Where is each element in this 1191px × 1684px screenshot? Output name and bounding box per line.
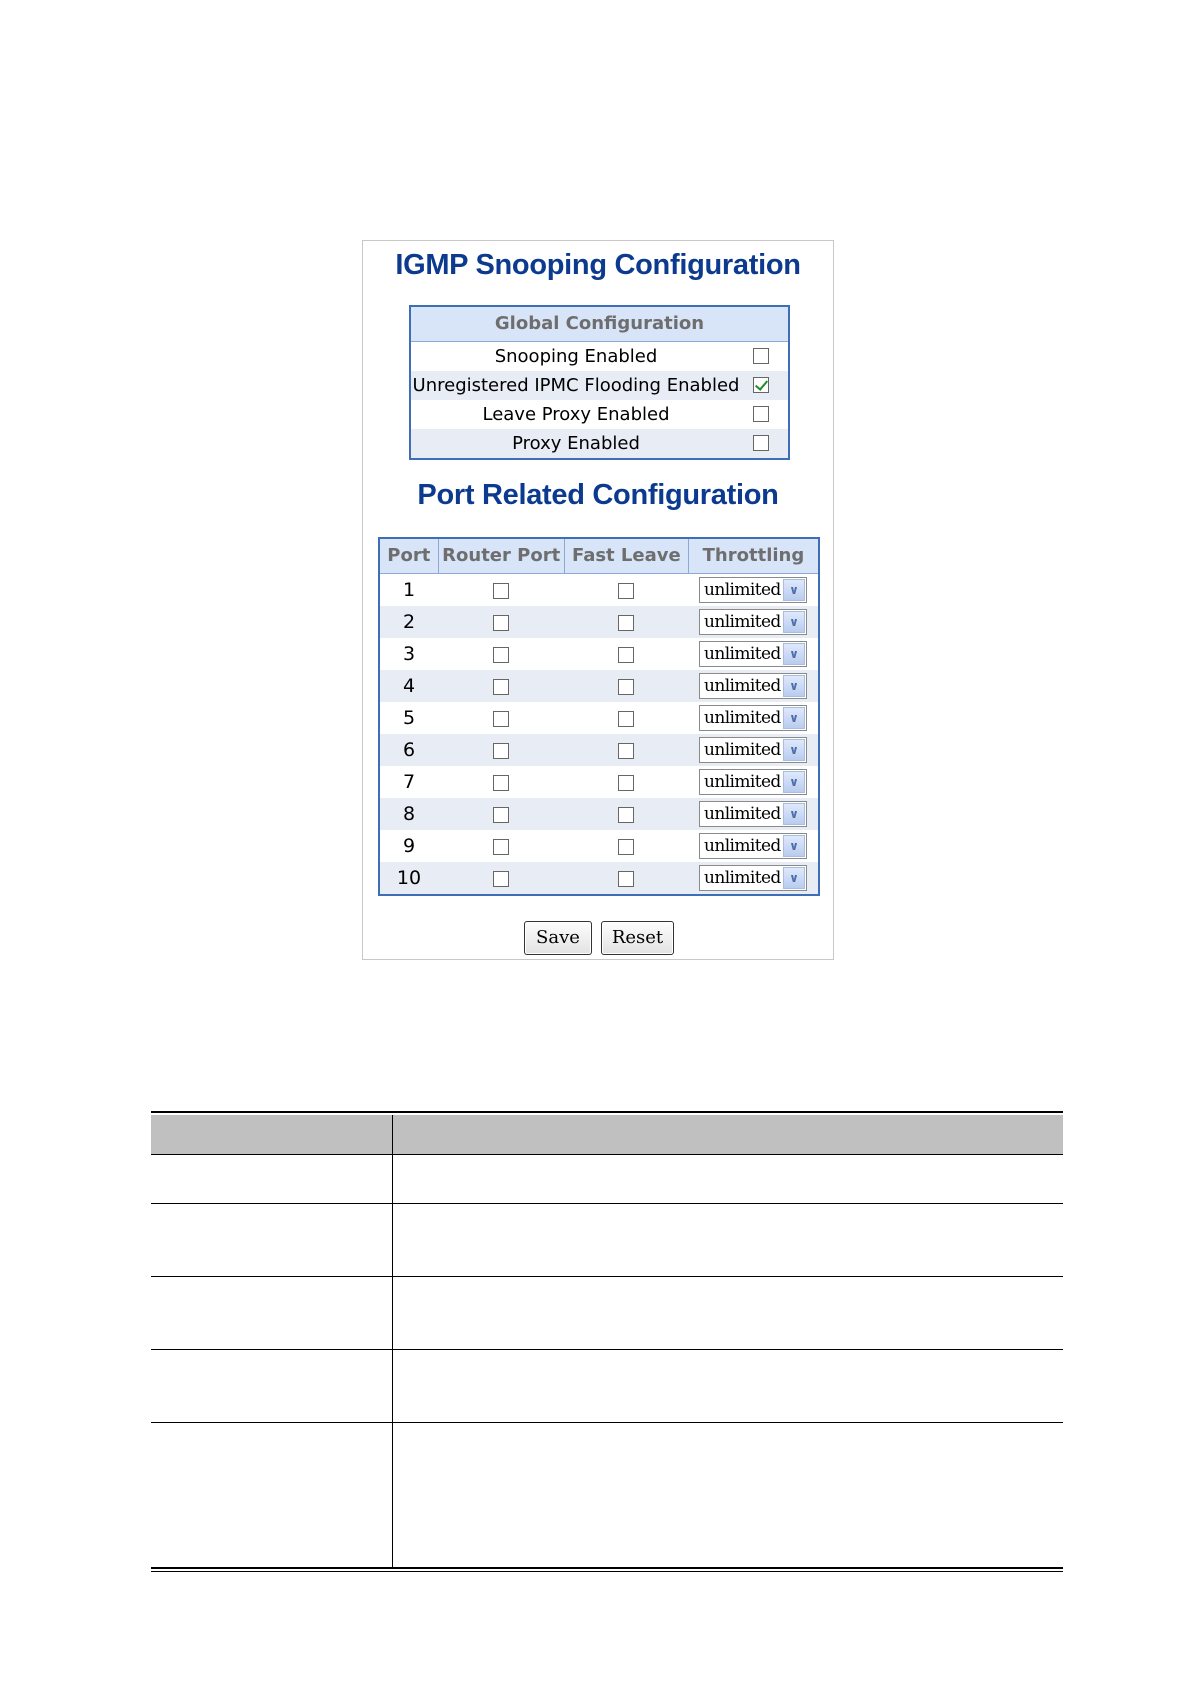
throttling-value: unlimited xyxy=(704,708,781,728)
router-port-cell xyxy=(438,869,564,888)
router-port-cell xyxy=(438,805,564,824)
column-header-port: Port xyxy=(380,539,439,573)
column-header-router-port: Router Port xyxy=(439,539,565,573)
unregistered-ipmc-flooding-checkbox[interactable] xyxy=(753,377,769,393)
chevron-down-icon[interactable]: ∨ xyxy=(783,771,805,793)
fast-leave-checkbox[interactable] xyxy=(618,839,634,855)
global-row-label: Snooping Enabled xyxy=(494,346,658,367)
global-row-label: Leave Proxy Enabled xyxy=(482,404,670,425)
table-cell xyxy=(393,1423,1063,1567)
table-row xyxy=(151,1422,1063,1567)
router-port-checkbox[interactable] xyxy=(493,583,509,599)
chevron-down-icon[interactable]: ∨ xyxy=(783,867,805,889)
fast-leave-cell xyxy=(564,805,688,824)
router-port-cell xyxy=(438,741,564,760)
throttling-cell xyxy=(688,833,818,859)
throttling-value: unlimited xyxy=(704,612,781,632)
throttling-cell xyxy=(688,577,818,603)
port-number: 10 xyxy=(396,867,422,889)
fast-leave-checkbox[interactable] xyxy=(618,775,634,791)
table-cell xyxy=(393,1350,1063,1422)
throttling-select[interactable] xyxy=(699,833,807,859)
port-row xyxy=(380,670,818,702)
port-table-header xyxy=(380,539,818,574)
port-number: 6 xyxy=(402,739,416,761)
fast-leave-cell xyxy=(564,709,688,728)
router-port-checkbox[interactable] xyxy=(493,839,509,855)
port-number: 5 xyxy=(402,707,416,729)
leave-proxy-enabled-checkbox[interactable] xyxy=(753,406,769,422)
throttling-value: unlimited xyxy=(704,740,781,760)
header-cell-object xyxy=(151,1115,393,1154)
fast-leave-checkbox[interactable] xyxy=(618,647,634,663)
global-configuration-table xyxy=(409,305,790,460)
fast-leave-cell xyxy=(564,773,688,792)
fast-leave-checkbox[interactable] xyxy=(618,807,634,823)
throttling-select[interactable] xyxy=(699,705,807,731)
throttling-cell xyxy=(688,865,818,891)
column-header-throttling: Throttling xyxy=(702,545,805,566)
igmp-snooping-panel xyxy=(362,240,834,960)
port-number: 7 xyxy=(402,771,416,793)
port-number: 9 xyxy=(402,835,416,857)
chevron-down-icon[interactable]: ∨ xyxy=(783,643,805,665)
port-row xyxy=(380,702,818,734)
global-configuration-header: Global Configuration xyxy=(411,307,788,342)
throttling-cell xyxy=(688,801,818,827)
port-row xyxy=(380,862,818,894)
fast-leave-cell xyxy=(564,869,688,888)
port-table-body xyxy=(380,574,818,894)
chevron-down-icon[interactable]: ∨ xyxy=(783,611,805,633)
fast-leave-checkbox[interactable] xyxy=(618,871,634,887)
throttling-select[interactable] xyxy=(699,673,807,699)
table-cell xyxy=(393,1155,1063,1203)
router-port-checkbox[interactable] xyxy=(493,775,509,791)
description-table-header xyxy=(151,1115,1063,1154)
router-port-cell xyxy=(438,709,564,728)
throttling-select[interactable] xyxy=(699,865,807,891)
table-cell xyxy=(393,1277,1063,1349)
chevron-down-icon[interactable]: ∨ xyxy=(783,803,805,825)
throttling-value: unlimited xyxy=(704,772,781,792)
router-port-checkbox[interactable] xyxy=(493,711,509,727)
reset-button[interactable]: Reset xyxy=(601,921,674,955)
port-row xyxy=(380,574,818,606)
table-top-rule xyxy=(151,1111,1063,1113)
global-row-label: Unregistered IPMC Flooding Enabled xyxy=(412,375,740,396)
router-port-cell xyxy=(438,645,564,664)
router-port-cell xyxy=(438,581,564,600)
throttling-value: unlimited xyxy=(704,580,781,600)
throttling-select[interactable] xyxy=(699,801,807,827)
global-row-label: Proxy Enabled xyxy=(512,433,640,454)
port-row xyxy=(380,638,818,670)
page-title: IGMP Snooping Configuration xyxy=(395,249,801,281)
description-table xyxy=(151,1111,1063,1572)
table-cell xyxy=(151,1277,393,1349)
global-row-snooping-enabled xyxy=(411,342,788,371)
header-cell-description xyxy=(393,1115,1063,1154)
chevron-down-icon[interactable]: ∨ xyxy=(783,579,805,601)
table-row xyxy=(151,1203,1063,1276)
router-port-checkbox[interactable] xyxy=(493,871,509,887)
port-number: 3 xyxy=(402,643,416,665)
router-port-cell xyxy=(438,837,564,856)
port-number: 8 xyxy=(402,803,416,825)
throttling-value: unlimited xyxy=(704,804,781,824)
router-port-checkbox[interactable] xyxy=(493,743,509,759)
fast-leave-cell xyxy=(564,677,688,696)
fast-leave-cell xyxy=(564,645,688,664)
router-port-cell xyxy=(438,677,564,696)
throttling-cell xyxy=(688,737,818,763)
throttling-select[interactable] xyxy=(699,641,807,667)
global-row-unregistered-ipmc-flooding xyxy=(411,371,788,400)
throttling-value: unlimited xyxy=(704,676,781,696)
router-port-cell xyxy=(438,773,564,792)
port-config-title: Port Related Configuration xyxy=(417,479,779,511)
throttling-value: unlimited xyxy=(704,836,781,856)
throttling-select[interactable] xyxy=(699,609,807,635)
throttling-cell xyxy=(688,641,818,667)
table-cell xyxy=(151,1155,393,1203)
port-row xyxy=(380,766,818,798)
chevron-down-icon[interactable]: ∨ xyxy=(783,707,805,729)
table-bottom-rule-thin xyxy=(151,1571,1063,1572)
table-cell xyxy=(151,1204,393,1276)
port-row xyxy=(380,734,818,766)
port-number: 2 xyxy=(402,611,416,633)
port-row xyxy=(380,798,818,830)
throttling-value: unlimited xyxy=(704,644,781,664)
fast-leave-cell xyxy=(564,581,688,600)
fast-leave-cell xyxy=(564,837,688,856)
router-port-checkbox[interactable] xyxy=(493,679,509,695)
port-configuration-table xyxy=(378,537,820,896)
port-number: 1 xyxy=(402,579,416,601)
table-cell xyxy=(151,1423,393,1567)
throttling-cell xyxy=(688,609,818,635)
fast-leave-checkbox[interactable] xyxy=(618,583,634,599)
port-number: 4 xyxy=(402,675,416,697)
table-cell xyxy=(393,1204,1063,1276)
port-row xyxy=(380,830,818,862)
throttling-select[interactable] xyxy=(699,577,807,603)
chevron-down-icon[interactable]: ∨ xyxy=(783,675,805,697)
throttling-select[interactable] xyxy=(699,737,807,763)
fast-leave-checkbox[interactable] xyxy=(618,679,634,695)
column-header-fast-leave: Fast Leave xyxy=(565,539,689,573)
global-row-leave-proxy-enabled xyxy=(411,400,788,429)
port-row xyxy=(380,606,818,638)
throttling-value: unlimited xyxy=(704,868,781,888)
table-row xyxy=(151,1349,1063,1422)
fast-leave-cell xyxy=(564,741,688,760)
router-port-cell xyxy=(438,613,564,632)
save-button[interactable]: Save xyxy=(524,921,592,955)
fast-leave-cell xyxy=(564,613,688,632)
throttling-cell xyxy=(688,673,818,699)
router-port-checkbox[interactable] xyxy=(493,615,509,631)
chevron-down-icon[interactable]: ∨ xyxy=(783,835,805,857)
table-cell xyxy=(151,1350,393,1422)
router-port-checkbox[interactable] xyxy=(493,647,509,663)
fast-leave-checkbox[interactable] xyxy=(618,615,634,631)
throttling-select[interactable] xyxy=(699,769,807,795)
fast-leave-checkbox[interactable] xyxy=(618,711,634,727)
router-port-checkbox[interactable] xyxy=(493,807,509,823)
global-row-proxy-enabled xyxy=(411,429,788,458)
table-row xyxy=(151,1276,1063,1349)
table-bottom-rule xyxy=(151,1567,1063,1569)
proxy-enabled-checkbox[interactable] xyxy=(753,435,769,451)
chevron-down-icon[interactable]: ∨ xyxy=(783,739,805,761)
throttling-cell xyxy=(688,769,818,795)
snooping-enabled-checkbox[interactable] xyxy=(753,348,769,364)
throttling-cell xyxy=(688,705,818,731)
table-row xyxy=(151,1154,1063,1203)
fast-leave-checkbox[interactable] xyxy=(618,743,634,759)
